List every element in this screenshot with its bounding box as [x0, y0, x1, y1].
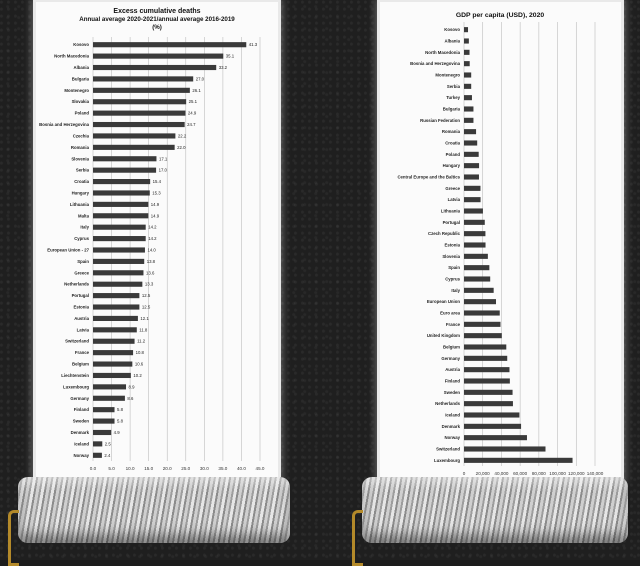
category-label: Portugal [442, 219, 460, 225]
category-label: Luxembourg [62, 384, 89, 390]
category-label: Bulgaria [71, 76, 89, 82]
bar-value-label: 33.2 [218, 65, 228, 71]
bar [464, 186, 480, 191]
bar [464, 140, 477, 145]
category-label: Montenegro [435, 72, 460, 78]
excess-deaths-panel [36, 2, 278, 480]
bar [464, 310, 500, 315]
bar-value-label: 5.8 [117, 407, 124, 413]
category-label: Slovenia [442, 253, 460, 259]
bar-value-label: 15.3 [152, 190, 161, 196]
category-label: France [74, 350, 89, 356]
category-label: Czech Republic [428, 231, 460, 237]
x-tick-label: 140,000 [586, 471, 604, 476]
chart-title: GDP per capita (USD), 2020 [455, 12, 545, 19]
bar [464, 378, 510, 383]
bar-value-label: 12.1 [140, 315, 149, 321]
bar-value-label: 14.9 [150, 213, 160, 219]
category-label: Germany [441, 355, 460, 361]
bar [93, 293, 139, 298]
bar [464, 163, 479, 168]
bar [93, 145, 175, 150]
category-label: Kosovo [73, 42, 89, 48]
category-label: Switzerland [436, 446, 460, 452]
category-label: European Union [426, 299, 460, 305]
bar-value-label: 13.8 [146, 258, 156, 264]
category-label: Russian Federation [420, 117, 460, 123]
x-tick-label: 20.0 [162, 466, 172, 471]
bar [464, 276, 490, 281]
category-label: Austria [74, 315, 89, 321]
bar [93, 270, 143, 275]
category-label: Luxembourg [433, 457, 460, 463]
bar [93, 259, 144, 264]
x-tick-label: 20,000 [475, 471, 490, 476]
bar-value-label: 8.6 [127, 395, 134, 401]
bar-value-label: 4.9 [113, 429, 120, 435]
bar [93, 407, 115, 412]
bar-value-label: 41.3 [248, 42, 258, 48]
gdp-per-capita-chart [380, 2, 621, 480]
category-label: Serbia [446, 83, 460, 89]
bar-value-label: 22.0 [177, 144, 186, 150]
category-label: Poland [445, 151, 460, 157]
category-label: Croatia [445, 140, 460, 146]
bar [464, 367, 509, 372]
bar [464, 72, 471, 77]
x-tick-label: 45.0 [255, 466, 265, 471]
category-label: European Union - 27 [47, 247, 89, 253]
bar [93, 384, 126, 389]
bar [464, 299, 496, 304]
bar [464, 254, 488, 259]
bar-value-label: 5.8 [117, 418, 124, 424]
bar [464, 390, 513, 395]
category-label: Albania [444, 38, 460, 44]
category-label: Romania [441, 129, 460, 135]
x-tick-label: 0.0 [89, 466, 97, 471]
bar [464, 174, 479, 179]
category-label: Latvia [76, 327, 89, 333]
roller-handle-left [8, 510, 19, 566]
excess-deaths-chart [36, 2, 278, 480]
bar [93, 99, 186, 104]
category-label: Portugal [71, 293, 89, 299]
category-label: Malta [78, 213, 89, 219]
bar [464, 322, 500, 327]
category-label: Turkey [446, 95, 460, 101]
bar [93, 316, 138, 321]
category-label: Croatia [74, 179, 89, 185]
bar [464, 129, 476, 134]
bar-value-label: 26.1 [192, 87, 201, 93]
bar-value-label: 27.0 [195, 76, 205, 82]
bar [464, 27, 468, 32]
bar-value-label: 10.8 [135, 350, 144, 356]
bar [464, 84, 471, 89]
category-label: Germany [70, 395, 89, 401]
chart-title: Excess cumulative deaths [113, 8, 201, 15]
category-label: Denmark [70, 429, 89, 435]
category-label: Netherlands [435, 401, 460, 407]
x-tick-label: 5.0 [108, 466, 115, 471]
category-label: Greece [74, 270, 89, 276]
bar [93, 350, 133, 355]
bar [464, 446, 546, 451]
bar [93, 122, 185, 127]
bar [464, 401, 513, 406]
category-label: Spain [448, 265, 460, 271]
bar [464, 424, 521, 429]
category-label: Lithuania [69, 201, 89, 207]
bar [93, 168, 156, 173]
category-label: Estonia [444, 242, 460, 248]
bar-value-label: 17.0 [158, 167, 167, 173]
gdp-per-capita-panel [380, 2, 621, 480]
bar [93, 111, 185, 116]
category-label: Poland [74, 110, 89, 116]
bar-value-label: 10.2 [133, 372, 142, 378]
bar [93, 236, 146, 241]
bar-value-label: 24.9 [187, 110, 197, 116]
category-label: Switzerland [65, 338, 89, 344]
bar [464, 265, 489, 270]
category-label: Finland [444, 378, 460, 384]
x-tick-label: 40,000 [494, 471, 509, 476]
category-label: Iceland [74, 441, 89, 447]
bar [93, 419, 115, 424]
x-tick-label: 15.0 [144, 466, 154, 471]
category-label: Iceland [445, 412, 460, 418]
bar [464, 356, 507, 361]
bar [93, 179, 150, 184]
category-label: Norway [444, 435, 460, 441]
bar-value-label: 10.6 [134, 361, 144, 367]
chart-unit: (%) [152, 24, 162, 31]
bar [464, 242, 486, 247]
bar [93, 156, 156, 161]
bar-value-label: 15.4 [152, 179, 162, 185]
category-label: Denmark [441, 423, 460, 429]
category-label: Albania [73, 65, 89, 71]
category-label: Lithuania [440, 208, 460, 214]
category-label: Belgium [443, 344, 460, 350]
paint-roller-left [18, 477, 290, 543]
bar [93, 225, 146, 230]
category-label: Slovakia [71, 99, 89, 105]
bar-value-label: 12.5 [141, 304, 151, 310]
category-label: France [445, 321, 460, 327]
bar [464, 106, 473, 111]
category-label: Central Europe and the Baltics [397, 174, 460, 180]
chart-subtitle: Annual average 2020-2021/annual average 2016-2019 [79, 16, 235, 23]
category-label: Bosnia and Herzegovina [410, 61, 460, 67]
bar-value-label: 12.5 [141, 293, 151, 299]
x-tick-label: 25.0 [181, 466, 191, 471]
bar [464, 333, 502, 338]
bar-value-label: 8.9 [128, 384, 135, 390]
bar [464, 152, 479, 157]
x-tick-label: 100,000 [549, 471, 566, 476]
category-label: Cyprus [74, 236, 89, 242]
bar [93, 202, 148, 207]
x-tick-label: 60,000 [513, 471, 528, 476]
category-label: Sweden [72, 418, 89, 424]
bar [93, 453, 102, 458]
category-label: Kosovo [444, 27, 460, 33]
category-label: Austria [445, 367, 460, 373]
bar-value-label: 35.1 [225, 53, 235, 59]
bar [464, 118, 473, 123]
x-tick-label: 40.0 [236, 466, 246, 471]
category-label: Montenegro [64, 87, 89, 93]
bar [93, 42, 246, 47]
bar [93, 441, 102, 446]
x-tick-label: 35.0 [218, 466, 228, 471]
bar [464, 95, 472, 100]
category-label: Estonia [73, 304, 89, 310]
x-tick-label: 120,000 [567, 471, 585, 476]
category-label: Greece [445, 185, 460, 191]
category-label: Norway [73, 452, 89, 458]
bar-value-label: 2.4 [104, 452, 111, 458]
category-label: Latvia [447, 197, 460, 203]
bar-value-label: 14.2 [148, 236, 157, 242]
bar [464, 208, 483, 213]
bar [464, 412, 519, 417]
category-label: Italy [80, 224, 89, 230]
bar-value-label: 14.2 [148, 224, 157, 230]
category-label: North Macedonia [54, 53, 89, 59]
bar-value-label: 11.2 [137, 338, 146, 344]
category-label: Serbia [75, 167, 89, 173]
bar-value-label: 13.3 [144, 281, 154, 287]
category-label: Sweden [443, 389, 460, 395]
bar [93, 247, 145, 252]
category-label: Euro area [440, 310, 460, 316]
category-label: United Kingdom [426, 333, 460, 339]
bar [464, 435, 527, 440]
bar [93, 54, 223, 59]
category-label: Belgium [72, 361, 89, 367]
category-label: Bulgaria [442, 106, 460, 112]
bar [93, 76, 193, 81]
bar [93, 65, 216, 70]
category-label: Bosnia and Herzegovina [39, 122, 89, 128]
category-label: Finland [73, 407, 89, 413]
bar-value-label: 11.8 [139, 327, 148, 333]
category-label: Hungary [71, 190, 89, 196]
category-label: Czechia [72, 133, 89, 139]
category-label: Spain [77, 258, 89, 264]
bar-value-label: 24.7 [187, 122, 196, 128]
category-label: Italy [451, 287, 460, 293]
bar [464, 344, 506, 349]
bar [93, 339, 135, 344]
bar-value-label: 22.2 [177, 133, 187, 139]
bar-value-label: 14.0 [147, 247, 156, 253]
category-label: Netherlands [64, 281, 89, 287]
roller-handle-right [352, 510, 363, 566]
x-tick-label: 80,000 [531, 471, 546, 476]
category-label: Romania [70, 144, 89, 150]
category-label: Hungary [442, 163, 460, 169]
bar-value-label: 2.5 [104, 441, 111, 447]
bar [93, 304, 139, 309]
bar [464, 50, 470, 55]
x-tick-label: 30.0 [199, 466, 209, 471]
category-label: Cyprus [445, 276, 460, 282]
bar [464, 288, 494, 293]
bar [93, 361, 132, 366]
category-label: Slovenia [71, 156, 89, 162]
x-tick-label: 0 [462, 471, 466, 476]
bar [93, 373, 131, 378]
bar [93, 190, 150, 195]
bar [93, 396, 125, 401]
category-label: Liechtenstein [61, 372, 89, 378]
paint-roller-right [362, 477, 628, 543]
bar [93, 88, 190, 93]
bar-value-label: 13.6 [145, 270, 155, 276]
bar-value-label: 14.9 [150, 201, 160, 207]
bar [464, 220, 485, 225]
x-tick-label: 10.0 [125, 466, 135, 471]
bar [464, 61, 470, 66]
bar [464, 197, 481, 202]
bar [464, 458, 573, 463]
bar-value-label: 17.1 [158, 156, 168, 162]
bar [464, 38, 469, 43]
bar [93, 133, 175, 138]
category-label: North Macedonia [425, 49, 460, 55]
bar [93, 213, 148, 218]
bar [93, 327, 137, 332]
bar [93, 282, 142, 287]
bar [93, 430, 111, 435]
bar-value-label: 25.1 [188, 99, 198, 105]
bar [464, 231, 485, 236]
